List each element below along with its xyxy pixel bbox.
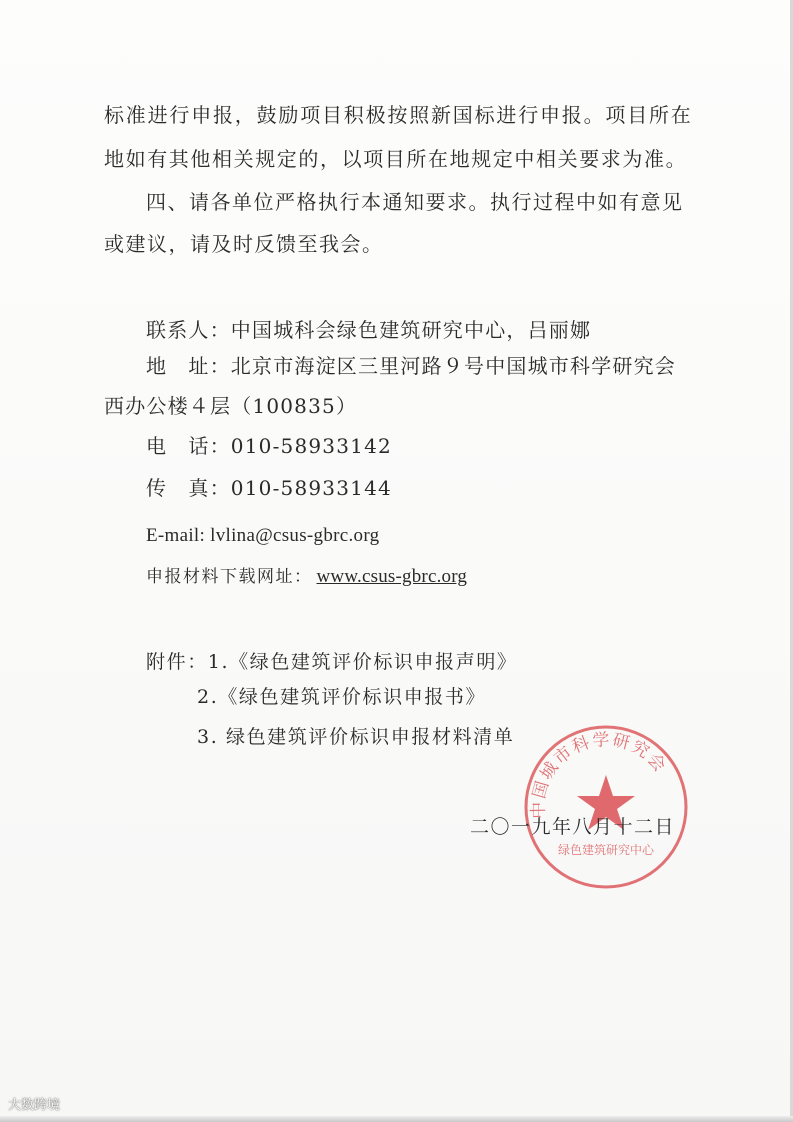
- download-line: [146, 563, 467, 591]
- contact-person: 联系人：中国城科会绿色建筑研究中心，吕丽娜: [146, 318, 592, 342]
- fax-number: 传 真：010-58933144: [146, 476, 392, 500]
- download-label: 申报材料下载网址：: [146, 567, 313, 587]
- body-paragraph-line: 或建议，请及时反馈至我会。: [104, 232, 384, 256]
- address-line: 地 址：北京市海淀区三里河路９号中国城市科学研究会: [146, 354, 676, 378]
- body-paragraph-line: 四、请各单位严格执行本通知要求。执行过程中如有意见: [146, 190, 684, 214]
- body-paragraph-line: 标准进行申报，鼓励项目积极按照新国标进行申报。项目所在: [104, 103, 693, 127]
- watermark-logo: 大数跨境: [8, 1098, 61, 1113]
- attachment-item: 2.《绿色建筑评价标识申报书》: [197, 686, 487, 708]
- document-date: 二〇一九年八月十二日: [470, 816, 676, 838]
- address-line: 西办公楼４层（100835）: [104, 394, 358, 418]
- attachment-item: 附件：1.《绿色建筑评价标识申报声明》: [146, 651, 518, 673]
- body-paragraph-line: 地如有其他相关规定的，以项目所在地规定中相关要求为准。: [104, 147, 688, 171]
- seal-arc-text: 中国城市科学研究会: [528, 729, 671, 820]
- attachment-item: 3. 绿色建筑评价标识申报材料清单: [197, 726, 515, 748]
- official-seal-stamp: [522, 723, 690, 891]
- seal-inner-text: 绿色建筑研究中心: [557, 843, 655, 857]
- page-edge: [0, 1116, 793, 1122]
- email-address: E-mail: lvlina@csus-gbrc.org: [146, 525, 380, 546]
- download-link[interactable]: www.csus-gbrc.org: [316, 566, 468, 587]
- phone-number: 电 话：010-58933142: [146, 434, 392, 458]
